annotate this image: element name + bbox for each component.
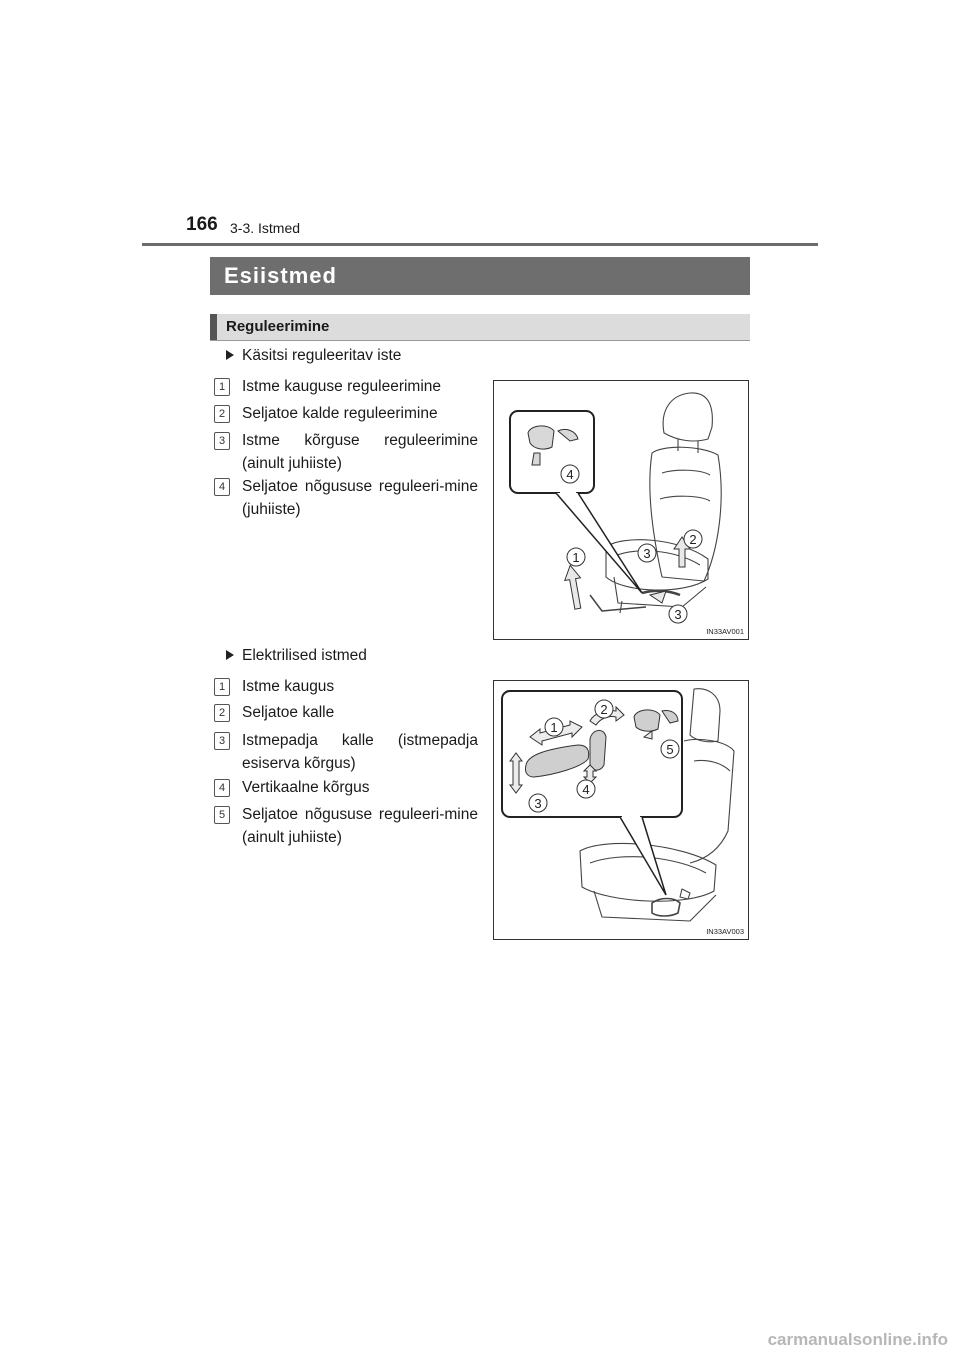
item-number: 2 <box>214 704 230 722</box>
triangle-bullet-icon <box>226 650 234 660</box>
triangle-bullet-icon <box>226 350 234 360</box>
callout-label: 1 <box>572 550 580 565</box>
figure-code: IN33AV003 <box>706 927 744 936</box>
power-item-2 <box>214 701 478 724</box>
power-seat-heading-text: Elektrilised istmed <box>242 647 367 664</box>
subsection-heading: Reguleerimine <box>210 314 750 340</box>
callout-label: 3 <box>643 546 651 561</box>
item-text: Seljatoe kalde reguleerimine <box>242 405 438 422</box>
manual-seat-illustration <box>494 381 748 639</box>
item-text: Vertikaalne kõrgus <box>242 779 370 796</box>
watermark-logo: carmanualsonline.info <box>767 1330 948 1349</box>
item-text: Istmepadja kalle (istmepadja esiserva kõrgus) <box>242 732 478 772</box>
callout-label: 3 <box>674 607 682 622</box>
header-divider <box>142 243 818 246</box>
subsection-divider <box>210 340 750 341</box>
power-item-3 <box>214 729 478 775</box>
item-number: 1 <box>214 678 230 696</box>
callout-label: 2 <box>689 532 697 547</box>
power-item-1 <box>214 675 478 698</box>
callout-label: 4 <box>566 467 574 482</box>
manual-item-4 <box>214 475 478 521</box>
power-item-4 <box>214 776 478 799</box>
callout-label: 3 <box>534 796 542 811</box>
power-seat-figure <box>493 680 749 940</box>
manual-item-3 <box>214 429 478 475</box>
item-text: Seljatoe kalle <box>242 704 335 721</box>
power-seat-illustration <box>494 681 748 939</box>
item-number: 5 <box>214 806 230 824</box>
callout-label: 2 <box>600 702 608 717</box>
manual-seat-figure <box>493 380 749 640</box>
page-number: 166 <box>186 214 218 235</box>
item-number: 4 <box>214 478 230 496</box>
manual-item-1 <box>214 375 478 398</box>
manual-seat-heading <box>226 347 401 365</box>
callout-label: 4 <box>582 782 590 797</box>
item-text: Istme kõrguse reguleerimine (ainult juhiiste) <box>242 432 478 472</box>
item-text: Seljatoe nõgususe reguleeri-mine (ainult juhiiste) <box>242 806 478 846</box>
item-number: 2 <box>214 405 230 423</box>
power-seat-heading <box>226 647 367 665</box>
item-number: 3 <box>214 732 230 750</box>
page-title: Esiistmed <box>210 257 750 295</box>
callout-label: 1 <box>550 720 558 735</box>
item-text: Seljatoe nõgususe reguleeri-mine (juhiiste) <box>242 478 478 518</box>
item-number: 4 <box>214 779 230 797</box>
manual-seat-heading-text: Käsitsi reguleeritav iste <box>242 347 402 364</box>
item-text: Istme kaugus <box>242 678 335 695</box>
item-number: 1 <box>214 378 230 396</box>
item-text: Istme kauguse reguleerimine <box>242 378 442 395</box>
manual-item-2 <box>214 402 478 425</box>
section-reference: 3-3. Istmed <box>230 220 301 236</box>
callout-label: 5 <box>666 742 674 757</box>
figure-code: IN33AV001 <box>706 627 744 636</box>
item-number: 3 <box>214 432 230 450</box>
power-item-5 <box>214 803 478 849</box>
